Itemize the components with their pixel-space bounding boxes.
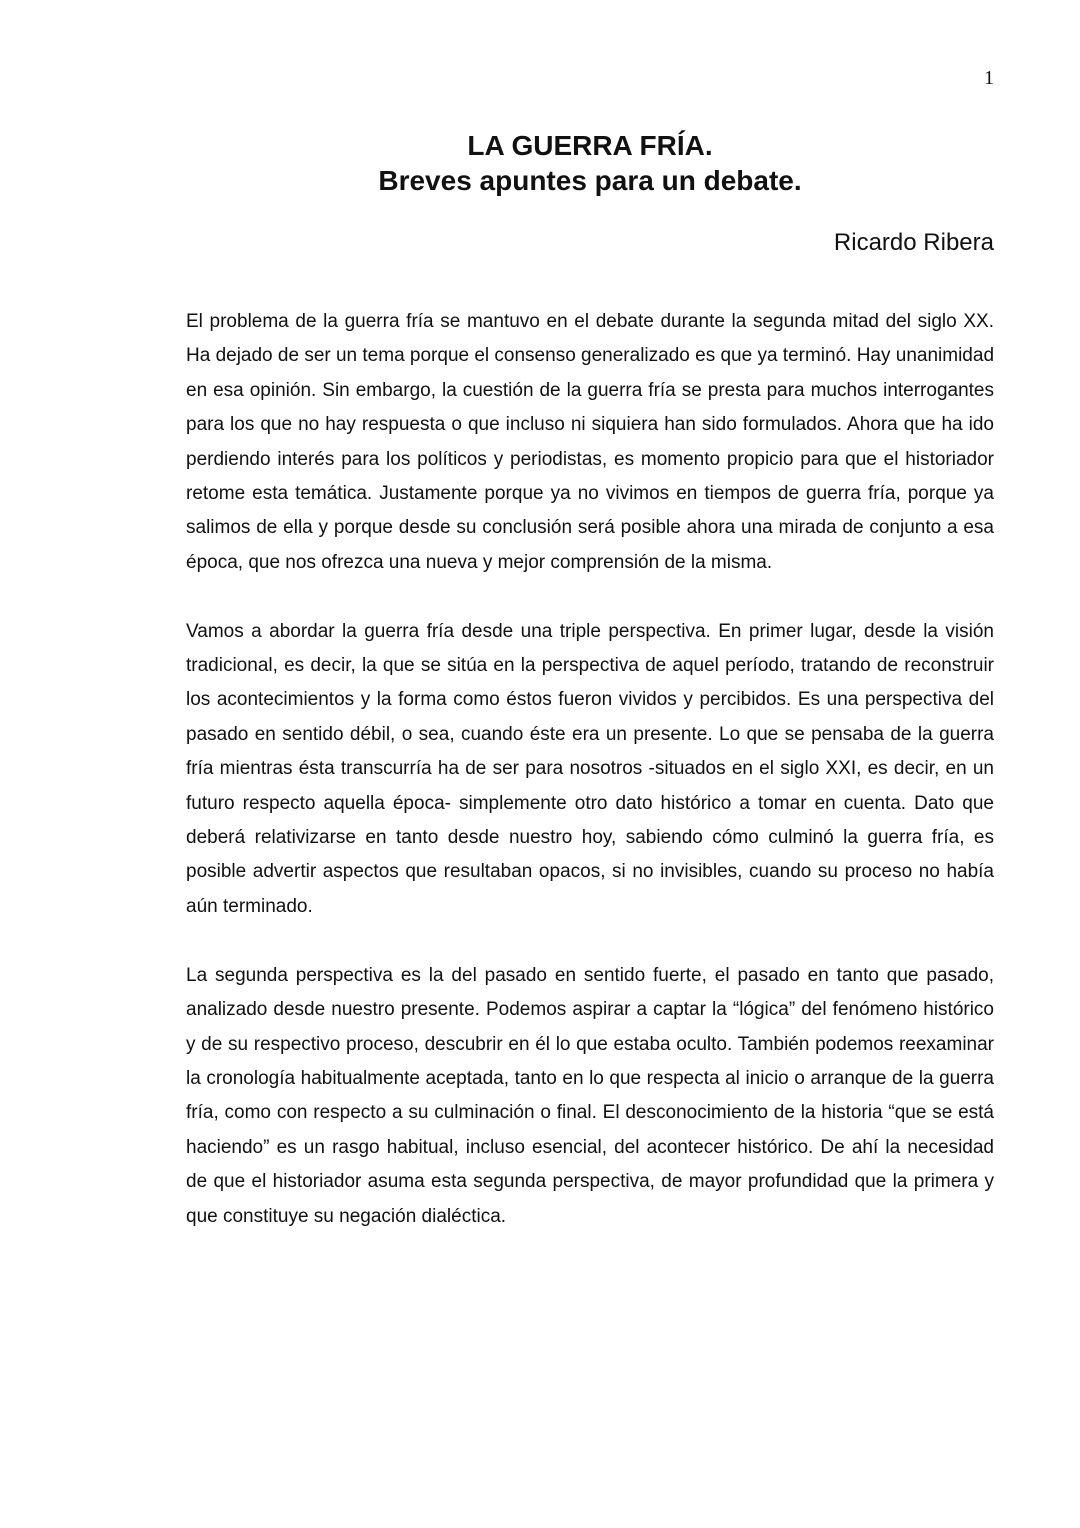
author-name: Ricardo Ribera — [833, 229, 994, 256]
title-line-1: LA GUERRA FRÍA. — [467, 130, 713, 161]
paragraph-3: La segunda perspectiva es la del pasado en sentido fuerte, el pasado en tanto que pasado, analizado desde nuestro presente. Podemos aspirar a captar la “lógica” del fenómeno histórico y de su respectivo proceso, descubrir en él lo que estaba oculto. También podemos reexaminar la cronología habitualmente aceptada, tanto en lo que respecta al inicio o arranque de la guerra fría, como con respecto a su culminación o final. El desconocimiento de la historia “que se está haciendo” es un rasgo habitual, incluso esencial, del acontecer histórico. De ahí la necesidad de que el historiador asuma esta segunda perspectiva, de mayor profundidad que la primera y que constituye su negación dialéctica. — [186, 964, 994, 1227]
document-title — [0, 128, 1080, 198]
title-line-2: Breves apuntes para un debate. — [378, 165, 802, 196]
page-number: 1 — [984, 67, 994, 89]
paragraph-2: Vamos a abordar la guerra fría desde una triple perspectiva. En primer lugar, desde la visión tradicional, es decir, la que se sitúa en la perspectiva de aquel período, tratando de reconstruir los acontecimientos y la forma como éstos fueron vividos y percibidos. Es una perspectiva del pasado en sentido débil, o sea, cuando éste era un presente. Lo que se pensaba de la guerra fría mientras ésta transcurría ha de ser para nosotros -situados en el siglo XXI, es decir, en un futuro respecto aquella época- simplemente otro dato histórico a tomar en cuenta. Dato que deberá relativizarse en tanto desde nuestro hoy, sabiendo cómo culminó la guerra fría, es posible advertir aspectos que resultaban opacos, si no invisibles, cuando su proceso no había aún terminado. — [186, 620, 994, 917]
paragraph-1: El problema de la guerra fría se mantuvo en el debate durante la segunda mitad del siglo XX. Ha dejado de ser un tema porque el consenso generalizado es que ya terminó. Hay unanimidad en esa opinión. Sin embargo, la cuestión de la guerra fría se presta para muchos interrogantes para los que no hay respuesta o que incluso ni siquiera han sido formulados. Ahora que ha ido perdiendo interés para los políticos y periodistas, es momento propicio para que el historiador retome esta temática. Justamente porque ya no vivimos en tiempos de guerra fría, porque ya salimos de ella y porque desde su conclusión será posible ahora una mirada de conjunto a esa época, que nos ofrezca una nueva y mejor comprensión de la misma. — [186, 311, 995, 573]
body-text — [186, 305, 994, 1268]
